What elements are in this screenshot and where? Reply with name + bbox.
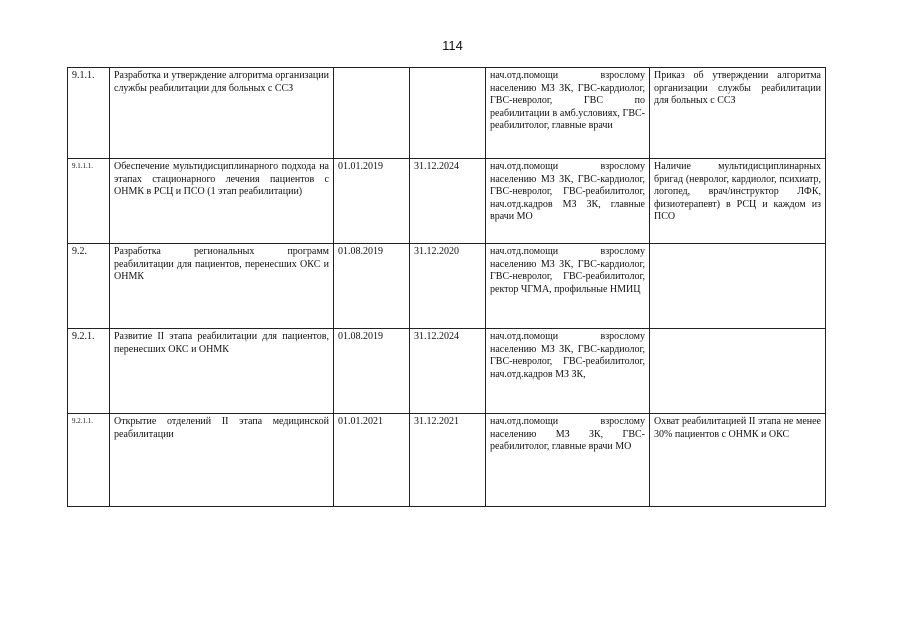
start-date: 01.01.2019 bbox=[334, 159, 410, 244]
responsible-persons: нач.отд.помощи взрослому населению МЗ ЗК, ГВС-кардиолог, ГВС-невролог, ГВС по реабилитации в амб.условиях, ГВС-реабилитолог, главные врачи bbox=[486, 68, 650, 159]
table-row bbox=[68, 159, 826, 244]
table-row bbox=[68, 244, 826, 329]
expected-result bbox=[650, 329, 826, 414]
expected-result bbox=[650, 244, 826, 329]
end-date: 31.12.2020 bbox=[410, 244, 486, 329]
item-number: 9.1.1. bbox=[68, 68, 110, 159]
table-row bbox=[68, 329, 826, 414]
item-number: 9.2.1.1. bbox=[68, 414, 110, 507]
expected-result: Охват реабилитацией II этапа не менее 30% пациентов с ОНМК и ОКС bbox=[650, 414, 826, 507]
end-date: 31.12.2021 bbox=[410, 414, 486, 507]
activity-description: Развитие II этапа реабилитации для пациентов, перенесших ОКС и ОНМК bbox=[110, 329, 334, 414]
start-date: 01.08.2019 bbox=[334, 329, 410, 414]
responsible-persons: нач.отд.помощи взрослому населению МЗ ЗК, ГВС-реабилитолог, главные врачи МО bbox=[486, 414, 650, 507]
item-number: 9.2. bbox=[68, 244, 110, 329]
expected-result: Приказ об утверждении алгоритма организации службы реабилитации для больных с ССЗ bbox=[650, 68, 826, 159]
table-row bbox=[68, 414, 826, 507]
activity-description: Разработка и утверждение алгоритма организации службы реабилитации для больных с ССЗ bbox=[110, 68, 334, 159]
end-date: 31.12.2024 bbox=[410, 159, 486, 244]
start-date bbox=[334, 68, 410, 159]
page-number: 114 bbox=[442, 38, 463, 53]
activity-description: Обеспечение мультидисциплинарного подхода на этапах стационарного лечения пациентов с ОНМК в РСЦ и ПСО (1 этап реабилитации) bbox=[110, 159, 334, 244]
start-date: 01.08.2019 bbox=[334, 244, 410, 329]
activity-description: Разработка региональных программ реабилитации для пациентов, перенесших ОКС и ОНМК bbox=[110, 244, 334, 329]
responsible-persons: нач.отд.помощи взрослому населению МЗ ЗК, ГВС-кардиолог, ГВС-невролог, ГВС-реабилитолог, ректор ЧГМА, профильные НМИЦ bbox=[486, 244, 650, 329]
expected-result: Наличие мультидисциплинарных бригад (невролог, кардиолог, психиатр, логопед, врач/инструктор ЛФК, физиотерапевт) в РСЦ и каждом из ПСО bbox=[650, 159, 826, 244]
activity-plan-table bbox=[67, 67, 826, 507]
item-number: 9.1.1.1. bbox=[68, 159, 110, 244]
item-number: 9.2.1. bbox=[68, 329, 110, 414]
responsible-persons: нач.отд.помощи взрослому населению МЗ ЗК, ГВС-кардиолог, ГВС-невролог, ГВС-реабилитолог, нач.отд.кадров МЗ ЗК, главные врачи МО bbox=[486, 159, 650, 244]
table-row bbox=[68, 68, 826, 159]
end-date: 31.12.2024 bbox=[410, 329, 486, 414]
start-date: 01.01.2021 bbox=[334, 414, 410, 507]
activity-description: Открытие отделений II этапа медицинской реабилитации bbox=[110, 414, 334, 507]
responsible-persons: нач.отд.помощи взрослому населению МЗ ЗК, ГВС-кардиолог, ГВС-невролог, ГВС-реабилитолог, нач.отд.кадров МЗ ЗК, bbox=[486, 329, 650, 414]
end-date bbox=[410, 68, 486, 159]
